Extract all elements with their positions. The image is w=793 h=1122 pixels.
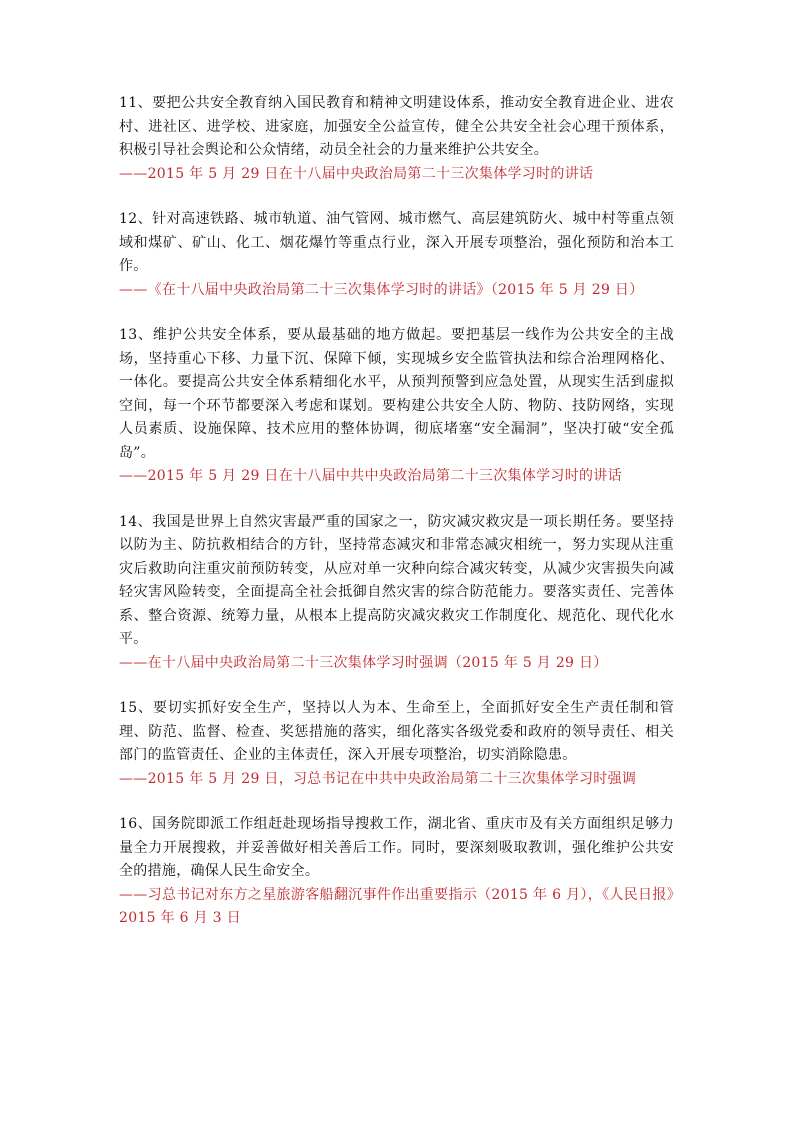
quote-entry-15: [119, 697, 674, 791]
quote-body: 13、维护公共安全体系，要从最基础的地方做起。要把基层一线作为公共安全的主战场，坚持重心下移、力量下沉、保障下倾，实现城乡安全监管执法和综合治理网格化、一体化。要提高公共安全体系精细化水平，从预判预警到应急处置，从现实生活到虚拟空间，每一个环节都要深入考虑和谋划。要构建公共安全人防、物防、技防网络，实现人员素质、设施保障、技术应用的整体协调，彻底堵塞“安全漏洞”，坚决打破“安全孤岛”。: [119, 327, 674, 461]
document-page: [119, 92, 674, 953]
quote-source: ——2015 年 5 月 29 日在十八届中央政治局第二十三次集体学习时的讲话: [119, 165, 594, 182]
quote-body: 14、我国是世界上自然灾害最严重的国家之一，防灾减灾救灾是一项长期任务。要坚持以防为主、防抗救相结合的方针，坚持常态减灾和非常态减灾相统一，努力实现从注重灾后救助向注重灾前预防转变，从应对单一灾种向综合减灾转变，从减少灾害损失向减轻灾害风险转变，全面提高全社会抵御自然灾害的综合防范能力。要落实责任、完善体系、整合资源、统筹力量，从根本上提高防灾减灾救灾工作制度化、规范化、现代化水平。: [119, 513, 674, 647]
quote-entry-12: [119, 208, 674, 302]
quote-body: 15、要切实抓好安全生产，坚持以人为本、生命至上，全面抓好安全生产责任制和管理、防范、监督、检查、奖惩措施的落实，细化落实各级党委和政府的领导责任、相关部门的监管责任、企业的主体责任，深入开展专项整治，切实消除隐患。: [119, 700, 674, 763]
quote-body: 16、国务院即派工作组赶赴现场指导搜救工作，湖北省、重庆市及有关方面组织足够力量全力开展搜救，并妥善做好相关善后工作。同时，要深刻吸取教训，强化维护公共安全的措施，确保人民生命安全。: [119, 816, 674, 879]
quote-source: ——《在十八届中央政治局第二十三次集体学习时的讲话》（2015 年 5 月 29 日）: [119, 281, 644, 298]
quote-entry-13: [119, 324, 674, 489]
quote-body: 12、针对高速铁路、城市轨道、油气管网、城市燃气、高层建筑防火、城中村等重点领域和煤矿、矿山、化工、烟花爆竹等重点行业，深入开展专项整治，强化预防和治本工作。: [119, 211, 674, 274]
quote-source: ——在十八届中央政治局第二十三次集体学习时强调（2015 年 5 月 29 日）: [119, 654, 608, 671]
quote-source: ——2015 年 5 月 29 日在十八届中共中央政治局第二十三次集体学习时的讲话: [119, 468, 622, 484]
quote-entry-14: [119, 511, 674, 676]
quote-entry-16: [119, 813, 674, 931]
quote-source: ——2015 年 5 月 29 日，习总书记在中共中央政治局第二十三次集体学习时强调: [119, 770, 637, 787]
quote-entry-11: [119, 92, 674, 186]
quote-body: 11、要把公共安全教育纳入国民教育和精神文明建设体系，推动安全教育进企业、进农村、进社区、进学校、进家庭，加强安全公益宣传，健全公共安全社会心理干预体系，积极引导社会舆论和公众情绪，动员全社会的力量来维护公共安全。: [119, 95, 674, 158]
quote-source: ——习总书记对东方之星旅游客船翻沉事件作出重要指示（2015 年 6 月），《人民日报》2015 年 6 月 3 日: [119, 886, 674, 926]
